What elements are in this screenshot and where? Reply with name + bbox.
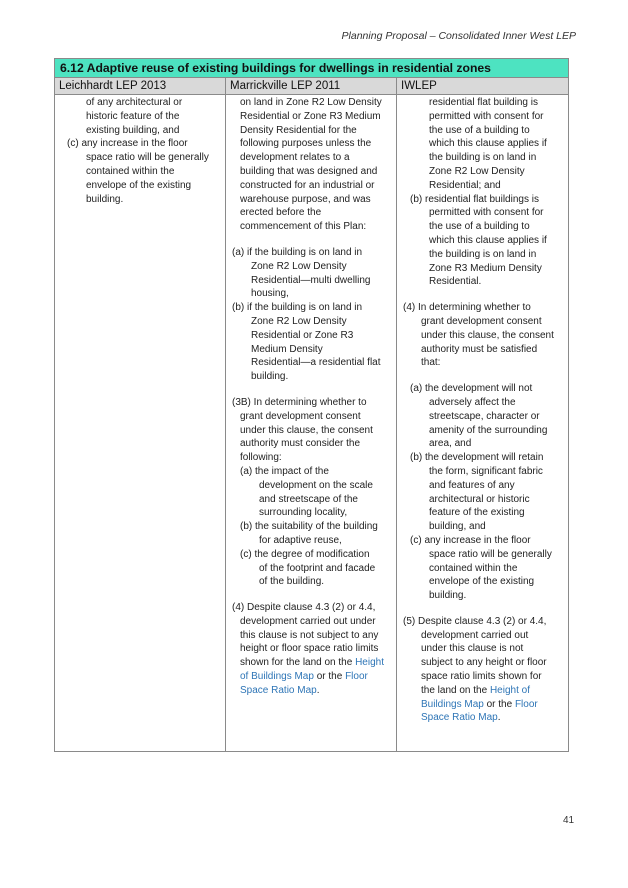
clause-4: (4) In determining whether to: [403, 302, 531, 314]
clause-4-item-c-continued: [397, 548, 568, 603]
text-line: subject to any height or floor: [421, 657, 547, 669]
text-line: which this clause applies if: [429, 234, 547, 246]
clause-3b-item-c: (c) the degree of modification: [240, 548, 370, 560]
text-line: under this clause, the consent: [421, 329, 554, 341]
column-header-leichhardt: Leichhardt LEP 2013: [55, 78, 226, 94]
text-line: development carried out: [421, 629, 529, 641]
text-line: warehouse purpose, and was: [240, 193, 371, 205]
clause-item-b: (b) if the building is on land in: [232, 302, 363, 314]
text-line: [240, 670, 396, 684]
text-line: envelope of the existing: [86, 179, 192, 191]
clause-item-c-continued: [55, 151, 225, 206]
text-line: under this clause is not: [421, 643, 524, 655]
text-line: Zone R3 Medium Density: [429, 262, 542, 274]
text-line: building, and: [429, 521, 486, 533]
height-of-buildings-map-link[interactable]: Height: [355, 657, 384, 669]
text-line: feature of the existing: [429, 507, 525, 519]
text-line: [421, 698, 568, 712]
text-line: Zone R2 Low Density: [251, 315, 347, 327]
text-line: building.: [251, 371, 289, 383]
clause-item-a-continued: [397, 96, 568, 193]
clause-4-item-a: (a) the development will not: [410, 383, 533, 395]
leichhardt-cell: [55, 95, 226, 751]
text-line: surrounding locality,: [259, 507, 348, 519]
text-span: the land on the: [421, 684, 490, 696]
floor-space-ratio-map-link[interactable]: Space Ratio Map: [421, 712, 498, 724]
text-line: this clause is not subject to any: [240, 629, 379, 641]
text-line: streetscape, character or: [429, 410, 540, 422]
text-line: permitted with consent for: [429, 207, 544, 219]
text-line: amenity of the surrounding: [429, 424, 548, 436]
text-span: or the: [313, 671, 346, 683]
text-line: residential flat building is: [429, 97, 538, 108]
clause-3b-item-a-continued: [226, 479, 396, 520]
text-line: [421, 684, 568, 698]
text-line: grant development consent: [421, 315, 542, 327]
text-span: shown for the land on the: [240, 657, 356, 669]
clause-item-a: (a) if the building is on land in: [232, 246, 363, 258]
text-line: development on the scale: [259, 479, 373, 491]
running-header: Planning Proposal – Consolidated Inner West LEP: [341, 30, 576, 42]
text-line: authority must consider the: [240, 438, 361, 450]
text-line: housing,: [251, 288, 289, 300]
page-number: 41: [563, 815, 575, 826]
height-of-buildings-map-link[interactable]: of Buildings Map: [240, 671, 314, 683]
clause-4-item-c: (c) any increase in the floor: [410, 534, 531, 546]
clause-5-continued: [397, 629, 568, 726]
floor-space-ratio-map-link[interactable]: Floor: [514, 698, 538, 710]
column-header-iwlep: IWLEP: [401, 80, 437, 92]
text-line: building.: [86, 193, 124, 205]
text-line: the building is on land in: [429, 152, 537, 164]
clause-comparison-table: [54, 58, 569, 752]
clause-item-b-continued: [226, 315, 396, 384]
text-line: contained within the: [429, 562, 518, 574]
text-line: Density Residential for the: [240, 124, 357, 136]
text-line: space ratio will be generally: [86, 152, 209, 164]
text-line: Residential—multi dwelling: [251, 274, 371, 286]
text-line: historic feature of the: [86, 110, 180, 122]
text-line: constructed for an industrial or: [240, 179, 375, 191]
clause-5: (5) Despite clause 4.3 (2) or 4.4,: [403, 615, 547, 627]
iwlep-cell: [397, 95, 568, 751]
text-line: which this clause applies if: [429, 138, 547, 150]
text-line: on land in Zone R2 Low Density: [240, 97, 382, 108]
text-line: [55, 96, 225, 137]
column-header-marrickville: Marrickville LEP 2011: [226, 78, 397, 94]
text-line: space ratio will be generally: [429, 548, 552, 560]
clause-item-b: (b) residential flat buildings is: [410, 193, 539, 205]
floor-space-ratio-map-link[interactable]: Space Ratio Map: [240, 684, 317, 696]
text-line: commencement of this Plan:: [240, 221, 367, 233]
text-line: permitted with consent for: [429, 110, 544, 122]
text-line: the building is on land in: [429, 248, 537, 260]
text-line: Residential—a residential flat: [251, 357, 381, 369]
text-line: Residential or Zone R3 Medium: [240, 110, 381, 122]
clause-3b-item-b: (b) the suitability of the building: [240, 521, 378, 533]
text-line: existing building, and: [86, 124, 180, 136]
floor-space-ratio-map-link[interactable]: Floor: [345, 671, 368, 683]
text-line: the use of a building to: [429, 221, 530, 233]
text-line: Residential.: [429, 276, 482, 288]
text-line: of the building.: [259, 576, 325, 588]
clause-4-item-b-continued: [397, 465, 568, 534]
text-span: or the: [483, 698, 515, 710]
text-line: following:: [240, 452, 282, 464]
clause-4-item-b: (b) the development will retain: [410, 452, 544, 464]
marrickville-cell: [226, 95, 397, 751]
clause-item-a-continued: [226, 260, 396, 301]
clause-4-item-a-continued: [397, 396, 568, 451]
clause-3b: (3B) In determining whether to: [232, 396, 367, 408]
text-line: grant development consent: [240, 410, 361, 422]
text-line: development relates to a: [240, 152, 350, 164]
text-line: erected before the: [240, 207, 322, 219]
text-line: [240, 684, 396, 698]
text-line: Zone R2 Low Density: [251, 260, 347, 272]
text-line: envelope of the existing: [429, 576, 535, 588]
text-line: building.: [429, 590, 467, 602]
clause-3b-continued: [226, 410, 396, 465]
height-of-buildings-map-link[interactable]: Height of: [489, 684, 530, 696]
clause-4: (4) Despite clause 4.3 (2) or 4.4,: [232, 602, 376, 614]
text-line: Residential; and: [429, 179, 501, 191]
text-line: and features of any: [429, 479, 515, 491]
text-line: Residential or Zone R3: [251, 329, 354, 341]
text-span: .: [316, 684, 320, 696]
clause-item-b-continued: [397, 206, 568, 289]
text-line: space ratio limits shown for: [421, 671, 542, 683]
text-line: the form, significant fabric: [429, 465, 543, 477]
text-line: and streetscape of the: [259, 493, 358, 505]
text-line: contained within the: [86, 165, 175, 177]
text-line: for adaptive reuse,: [259, 534, 342, 546]
text-line: that:: [421, 357, 441, 369]
text-line: following purposes unless the: [240, 138, 372, 150]
text-line: height or floor space ratio limits: [240, 643, 379, 655]
clause-4-continued: [397, 315, 568, 370]
text-line: of any architectural or: [86, 97, 183, 108]
text-line: of the footprint and facade: [259, 562, 376, 574]
text-line: building that was designed and: [240, 165, 378, 177]
table-body-row: [55, 95, 568, 751]
clause-item-c: (c) any increase in the floor: [67, 138, 188, 150]
text-line: development carried out under: [240, 615, 376, 627]
table-title: 6.12 Adaptive reuse of existing buildings for dwellings in residential zones: [55, 59, 568, 78]
text-line: under this clause, the consent: [240, 424, 373, 436]
text-line: architectural or historic: [429, 493, 530, 505]
text-line: the use of a building to: [429, 124, 530, 136]
text-line: area, and: [429, 438, 472, 450]
text-line: [240, 656, 396, 670]
text-line: Medium Density: [251, 343, 323, 355]
text-span: .: [497, 712, 501, 724]
text-line: [421, 711, 568, 725]
clause-4-continued: [226, 615, 396, 698]
clause-3b-item-c-continued: [226, 562, 396, 590]
table-header-row: [55, 78, 568, 95]
text-line: adversely affect the: [429, 396, 516, 408]
clause-3b-item-a: (a) the impact of the: [240, 465, 329, 477]
text-line: authority must be satisfied: [421, 343, 538, 355]
clause-intro: [226, 96, 396, 234]
text-line: Zone R2 Low Density: [429, 165, 525, 177]
height-of-buildings-map-link[interactable]: Buildings Map: [421, 698, 484, 710]
